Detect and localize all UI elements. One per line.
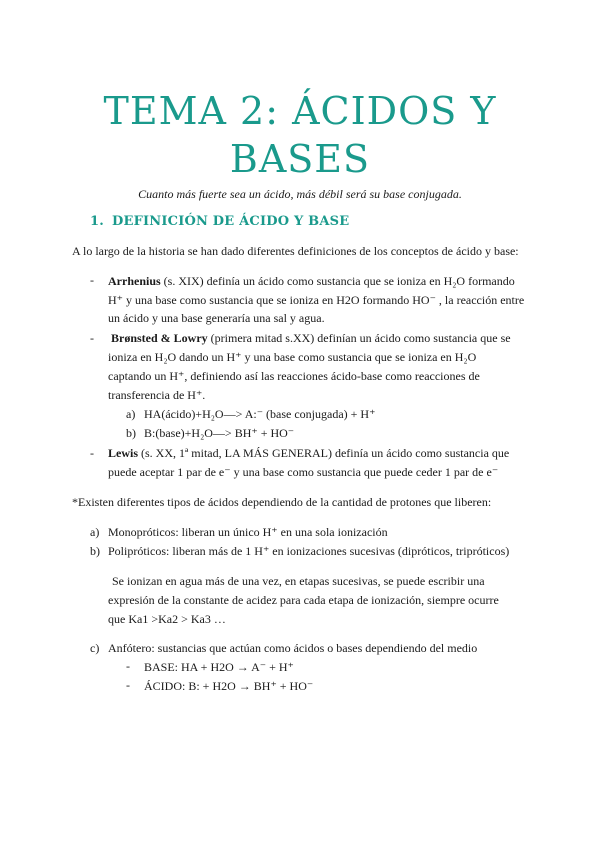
bronsted-line-2: ioniza en H₂O dando un H⁺ y una base como sustancia que se ioniza en H₂O — [108, 350, 477, 364]
section-title: DEFINICIÓN DE ÁCIDO Y BASE — [111, 214, 350, 229]
lewis-line-2: puede aceptar 1 par de e⁻ y una base como sustancia que puede ceder 1 par de e⁻ — [108, 465, 499, 479]
amphoteric-base-reaction: BASE: HA + H2O → A⁻ + H⁺ — [144, 660, 294, 674]
bronsted-line-4: transferencia de H⁺. — [108, 388, 206, 402]
arrhenius-name: Arrhenius — [108, 274, 161, 288]
bullet-dash: - — [90, 331, 94, 345]
bronsted-line-3: captando un H⁺, definiendo así las reacciones ácido-base como reacciones de — [108, 369, 480, 383]
type-a-label: a) — [90, 525, 100, 539]
lewis-name: Lewis — [108, 446, 138, 460]
polyprotic-para-3: que Ka1 >Ka2 > Ka3 … — [108, 612, 226, 626]
section-number: 1. — [90, 214, 104, 229]
bullet-dash: - — [90, 446, 94, 460]
arrhenius-line-3: un ácido y una base generaría una sal y agua. — [108, 311, 325, 325]
arrhenius-line-2: H⁺ y una base como sustancia que se ioniza en H2O formando HO⁻ , la reacción entre — [108, 293, 525, 307]
reaction-a-label: a) — [126, 407, 136, 421]
subtitle-quote: Cuanto más fuerte sea un ácido, más débil será su base conjugada. — [138, 187, 462, 201]
intro-text: A lo largo de la historia se han dado diferentes definiciones de los conceptos de ácido y base: — [72, 244, 519, 258]
amphoteric-acid-reaction: ÁCIDO: B: + H2O → BH⁺ + HO⁻ — [144, 679, 314, 693]
type-c-label: c) — [90, 641, 100, 655]
bronsted-name: Brønsted & Lowry — [111, 331, 208, 345]
bronsted-line-1: Brønsted & Lowry (primera mitad s.XX) definían un ácido como sustancia que se — [111, 331, 511, 345]
note-text: *Existen diferentes tipos de ácidos dependiendo de la cantidad de protones que liberen: — [72, 495, 492, 509]
page-title-line-2: BASES — [229, 137, 371, 181]
arrhenius-line-1: Arrhenius (s. XIX) definía un ácido como sustancia que se ioniza en H₂O formando — [108, 274, 515, 288]
reaction-a: HA(ácido)+H₂O—> A:⁻ (base conjugada) + H⁺ — [144, 407, 376, 421]
type-b: Polipróticos: liberan más de 1 H⁺ en ionizaciones sucesivas (dipróticos, tripróticos) — [108, 544, 510, 558]
polyprotic-para-2: expresión de la constante de acidez para cada etapa de ionización, siempre ocurre — [108, 593, 499, 607]
lewis-line-1: Lewis (s. XX, 1ª mitad, LA MÁS GENERAL) definía un ácido como sustancia que — [108, 446, 510, 460]
bullet-dash: - — [90, 273, 94, 287]
page-title-line-1: TEMA 2: ÁCIDOS Y — [103, 89, 497, 133]
sub-bullet-dash: - — [126, 678, 130, 692]
section-heading — [90, 214, 349, 229]
sub-bullet-dash: - — [126, 659, 130, 673]
polyprotic-para-1: Se ionizan en agua más de una vez, en etapas sucesivas, se puede escribir una — [112, 574, 485, 588]
type-c: Anfótero: sustancias que actúan como ácidos o bases dependiendo del medio — [108, 641, 478, 655]
type-a: Monopróticos: liberan un único H⁺ en una sola ionización — [108, 525, 388, 539]
type-b-label: b) — [90, 544, 100, 558]
reaction-b: B:(base)+H₂O—> BH⁺ + HO⁻ — [144, 426, 295, 440]
reaction-b-label: b) — [126, 426, 136, 440]
